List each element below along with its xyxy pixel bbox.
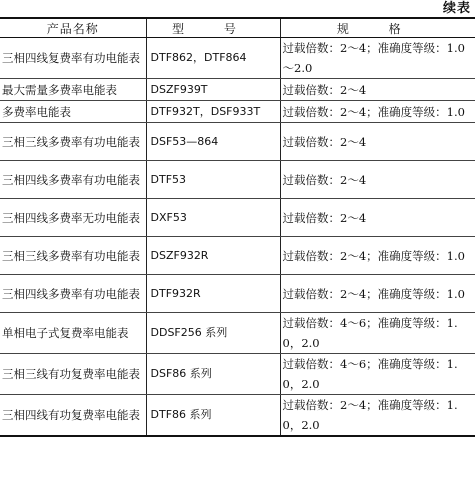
product-name-cell: 三相四线复费率有功电能表 [0,38,146,79]
product-name-cell: 三相四线多费率有功电能表 [0,161,146,199]
spec-cell: 过载倍数：2～4 [280,79,475,101]
product-name-cell: 三相四线有功复费率电能表 [0,395,146,437]
table-row [0,79,475,101]
product-name-cell: 三相三线多费率有功电能表 [0,237,146,275]
spec-cell: 过载倍数：4～6；准确度等级：1.0，2.0 [280,354,475,395]
product-name-cell: 多费率电能表 [0,101,146,123]
model-cell: DSF86 系列 [146,354,280,395]
model-cell: DTF86 系列 [146,395,280,437]
table-row [0,101,475,123]
table-row [0,38,475,79]
table-row [0,275,475,313]
header-model: 型 号 [146,18,280,38]
product-name-cell: 三相三线有功复费率电能表 [0,354,146,395]
product-name-cell: 三相四线多费率有功电能表 [0,275,146,313]
model-cell: DSZF939T [146,79,280,101]
table-row [0,237,475,275]
spec-cell: 过载倍数：2～4；准确度等级：1.0 [280,275,475,313]
spec-cell: 过载倍数：4～6；准确度等级：1.0，2.0 [280,313,475,354]
header-product-name: 产品名称 [0,18,146,38]
spec-cell: 过载倍数：2～4 [280,123,475,161]
product-name-cell: 单相电子式复费率电能表 [0,313,146,354]
model-cell: DTF932T，DSF933T [146,101,280,123]
spec-cell: 过载倍数：2～4；准确度等级：1.0，2.0 [280,395,475,437]
model-cell: DXF53 [146,199,280,237]
model-cell: DTF53 [146,161,280,199]
model-cell: DTF932R [146,275,280,313]
spec-cell: 过载倍数：2～4 [280,161,475,199]
header-spec: 规 格 [280,18,475,38]
table-row [0,161,475,199]
spec-cell: 过载倍数：2～4；准确度等级：1.0 [280,101,475,123]
model-cell: DTF862，DTF864 [146,38,280,79]
product-name-cell: 最大需量多费率电能表 [0,79,146,101]
table-row [0,313,475,354]
table-row [0,199,475,237]
model-cell: DDSF256 系列 [146,313,280,354]
continued-table-label: 续表 [442,1,471,16]
product-name-cell: 三相四线多费率无功电能表 [0,199,146,237]
model-cell: DSF53—864 [146,123,280,161]
table-row [0,123,475,161]
model-cell: DSZF932R [146,237,280,275]
meter-spec-table [0,17,475,437]
spec-cell: 过载倍数：2～4；准确度等级：1.0～2.0 [280,38,475,79]
product-name-cell: 三相三线多费率有功电能表 [0,123,146,161]
table-row [0,354,475,395]
table-header-row [0,18,475,38]
table-row [0,395,475,437]
spec-cell: 过载倍数：2～4 [280,199,475,237]
spec-cell: 过载倍数：2～4；准确度等级：1.0 [280,237,475,275]
